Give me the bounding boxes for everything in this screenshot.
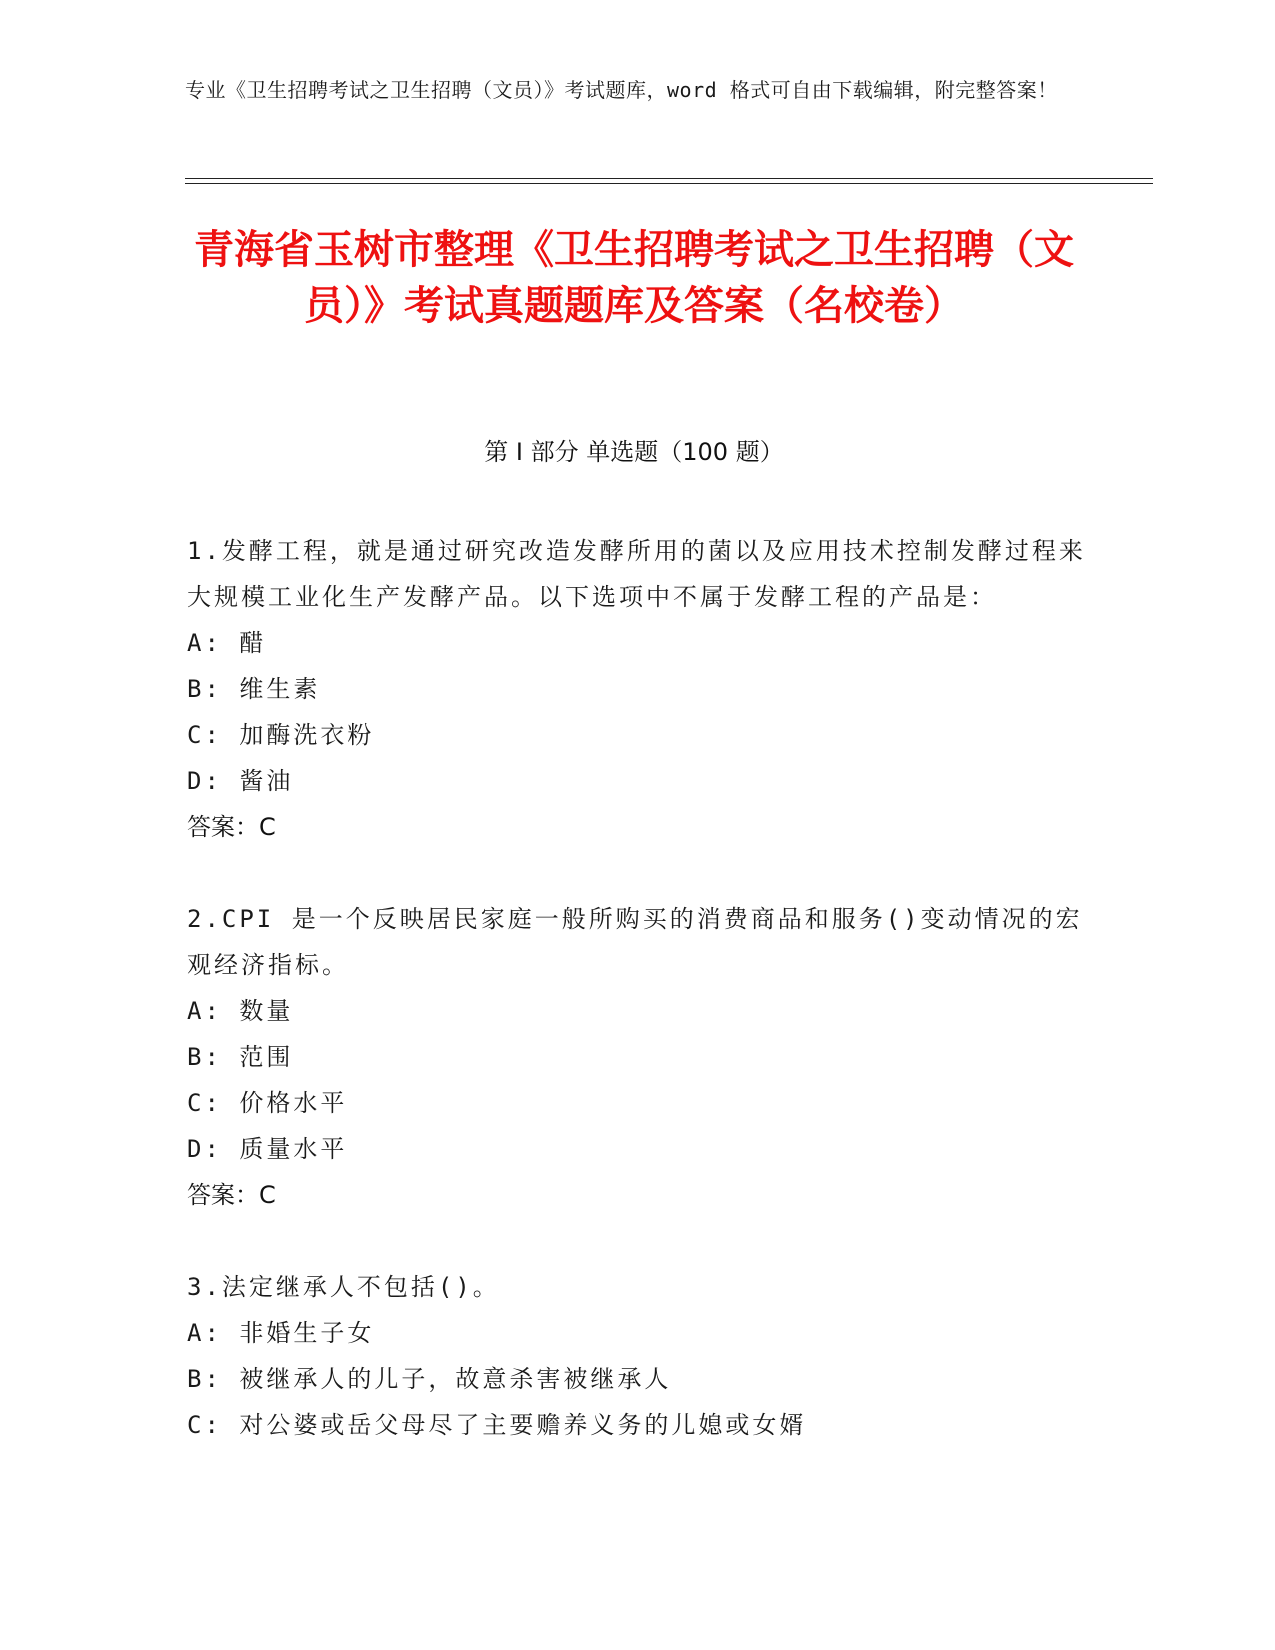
question-stem: 1.发酵工程，就是通过研究改造发酵所用的菌以及应用技术控制发酵过程来大规模工业化生产发酵产品。以下选项中不属于发酵工程的产品是：	[187, 537, 1086, 611]
option-c: C: 价格水平	[187, 1089, 348, 1117]
answer: 答案：C	[187, 1181, 276, 1209]
option-d: D: 质量水平	[187, 1135, 348, 1163]
header-rule-bottom	[185, 183, 1153, 184]
question-3	[187, 1264, 1087, 1448]
option-b: B: 维生素	[187, 675, 321, 703]
option-d: D: 酱油	[187, 767, 294, 795]
option-b: B: 范围	[187, 1043, 294, 1071]
question-stem: 2.CPI 是一个反映居民家庭一般所购买的消费商品和服务()变动情况的宏观经济指标。	[187, 905, 1083, 979]
question-list	[187, 528, 1087, 1494]
question-2	[187, 896, 1087, 1218]
option-a: A: 数量	[187, 997, 294, 1025]
header-note: 专业《卫生招聘考试之卫生招聘（文员）》考试题库，word 格式可自由下载编辑，附完整答案！	[185, 78, 1058, 102]
answer: 答案：C	[187, 813, 276, 841]
section-heading: 第 I 部分 单选题（100 题）	[484, 438, 784, 466]
option-b: B: 被继承人的儿子，故意杀害被继承人	[187, 1365, 672, 1393]
option-c: C: 加酶洗衣粉	[187, 721, 375, 749]
document-title: 青海省玉树市整理《卫生招聘考试之卫生招聘（文员）》考试真题题库及答案（名校卷）	[194, 227, 1074, 329]
option-a: A: 醋	[187, 629, 267, 657]
question-stem: 3.法定继承人不包括()。	[187, 1273, 500, 1301]
option-c: C: 对公婆或岳父母尽了主要赡养义务的儿媳或女婿	[187, 1411, 807, 1439]
header-rule-top	[185, 178, 1153, 179]
question-1	[187, 528, 1087, 850]
option-a: A: 非婚生子女	[187, 1319, 375, 1347]
